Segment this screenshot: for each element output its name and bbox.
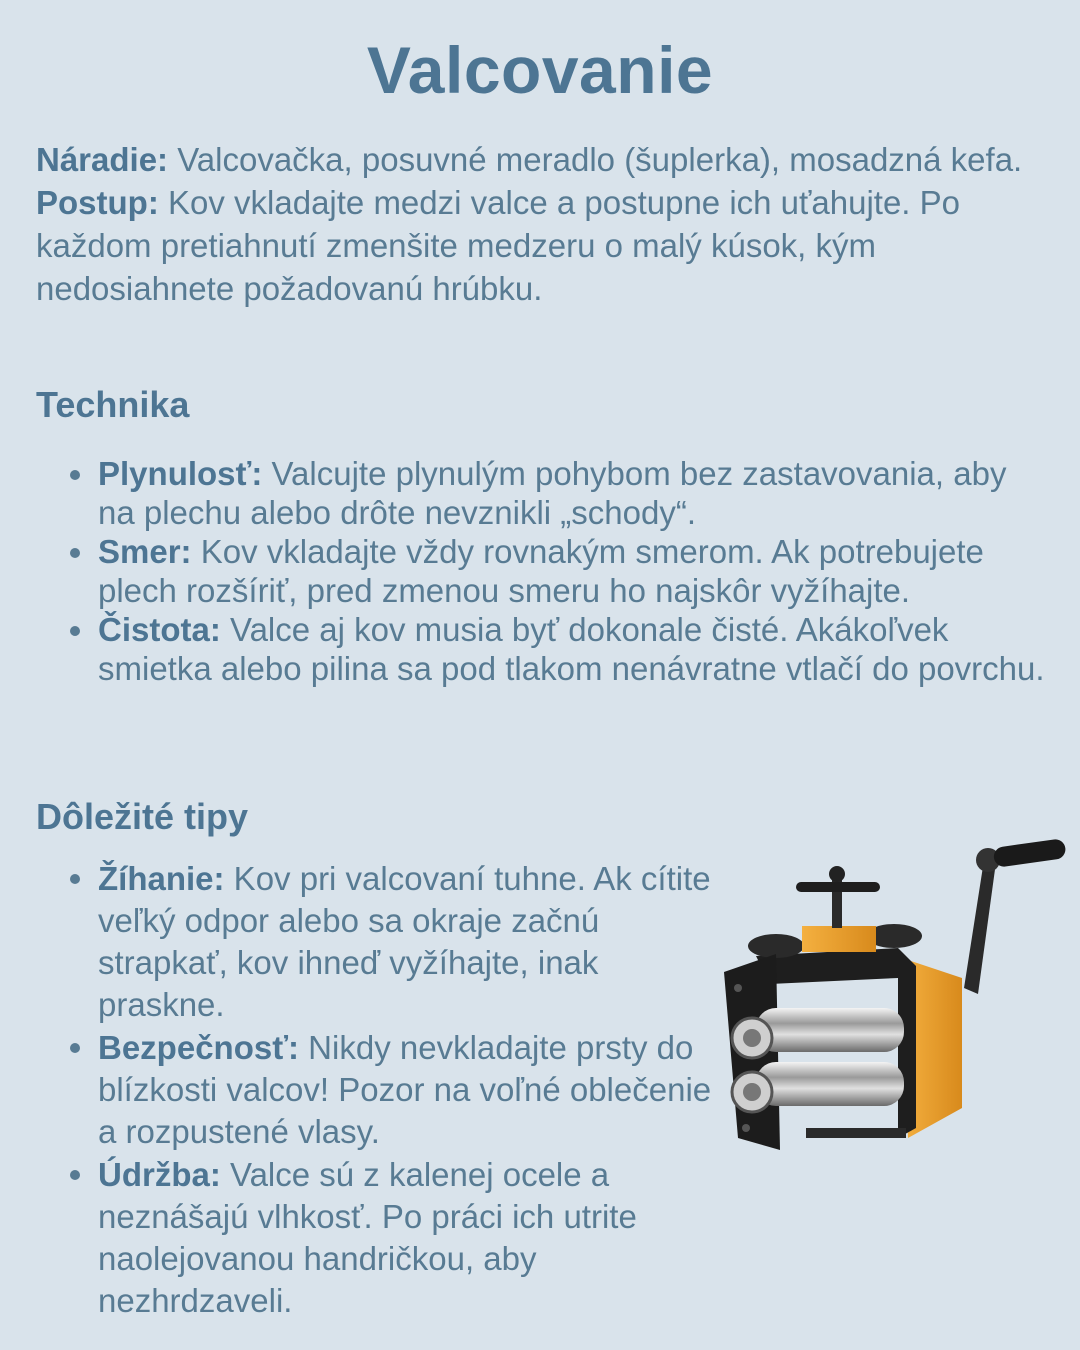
item-text: Kov vkladajte vždy rovnakým smerom. Ak potrebujete plech rozšíriť, pred zmenou smeru ho najskôr vyžíhajte.	[98, 533, 984, 609]
procedure-paragraph	[36, 181, 1056, 310]
item-label: Žíhanie:	[98, 860, 225, 897]
procedure-label: Postup:	[36, 184, 159, 221]
item-text: Nikdy nevkladajte prsty do blízkosti valcov! Pozor na voľné oblečenie a rozpustené vlasy.	[98, 1029, 712, 1150]
tipy-heading: Dôležité tipy	[36, 796, 249, 837]
rolling-mill-image	[716, 838, 1076, 1183]
item-text: Kov pri valcovaní tuhne. Ak cítite veľký odpor alebo sa okraje začnú strapkať, kov ihneď vyžíhajte, inak praskne.	[98, 860, 711, 1023]
list-item	[36, 858, 716, 1026]
list-item	[36, 1154, 716, 1322]
item-label: Údržba:	[98, 1156, 221, 1193]
item-label: Čistota:	[98, 611, 221, 648]
list-item	[36, 1027, 716, 1153]
tools-text: Valcovačka, posuvné meradlo (šuplerka), mosadzná kefa.	[168, 141, 1023, 178]
item-label: Plynulosť:	[98, 455, 263, 492]
item-label: Smer:	[98, 533, 192, 570]
list-item	[36, 610, 1046, 688]
list-item	[36, 532, 1046, 610]
list-item	[36, 454, 1046, 532]
tools-paragraph	[36, 138, 1056, 181]
tools-label: Náradie:	[36, 141, 169, 178]
rolling-mill-illustration	[716, 838, 1076, 1183]
page-title: Valcovanie	[366, 33, 714, 107]
technika-heading: Technika	[36, 384, 190, 425]
procedure-text: Kov vkladajte medzi valce a postupne ich uťahujte. Po každom pretiahnutí zmenšite medzeru o malý kúsok, kým nedosiahnete požadovanú hrúbku.	[36, 184, 961, 307]
item-text: Valcujte plynulým pohybom bez zastavovania, aby na plechu alebo drôte nevznikli „schody“.	[98, 455, 1007, 531]
tipy-list	[36, 858, 716, 1323]
item-label: Bezpečnosť:	[98, 1029, 300, 1066]
technika-list	[36, 454, 1046, 688]
intro-section	[36, 138, 1056, 310]
item-text: Valce sú z kalenej ocele a neznášajú vlhkosť. Po práci ich utrite naolejovanou handričkou, aby nezhrdzaveli.	[98, 1156, 637, 1319]
item-text: Valce aj kov musia byť dokonale čisté. Akákoľvek smietka alebo pilina sa pod tlakom nenávratne vtlačí do povrchu.	[98, 611, 1045, 687]
